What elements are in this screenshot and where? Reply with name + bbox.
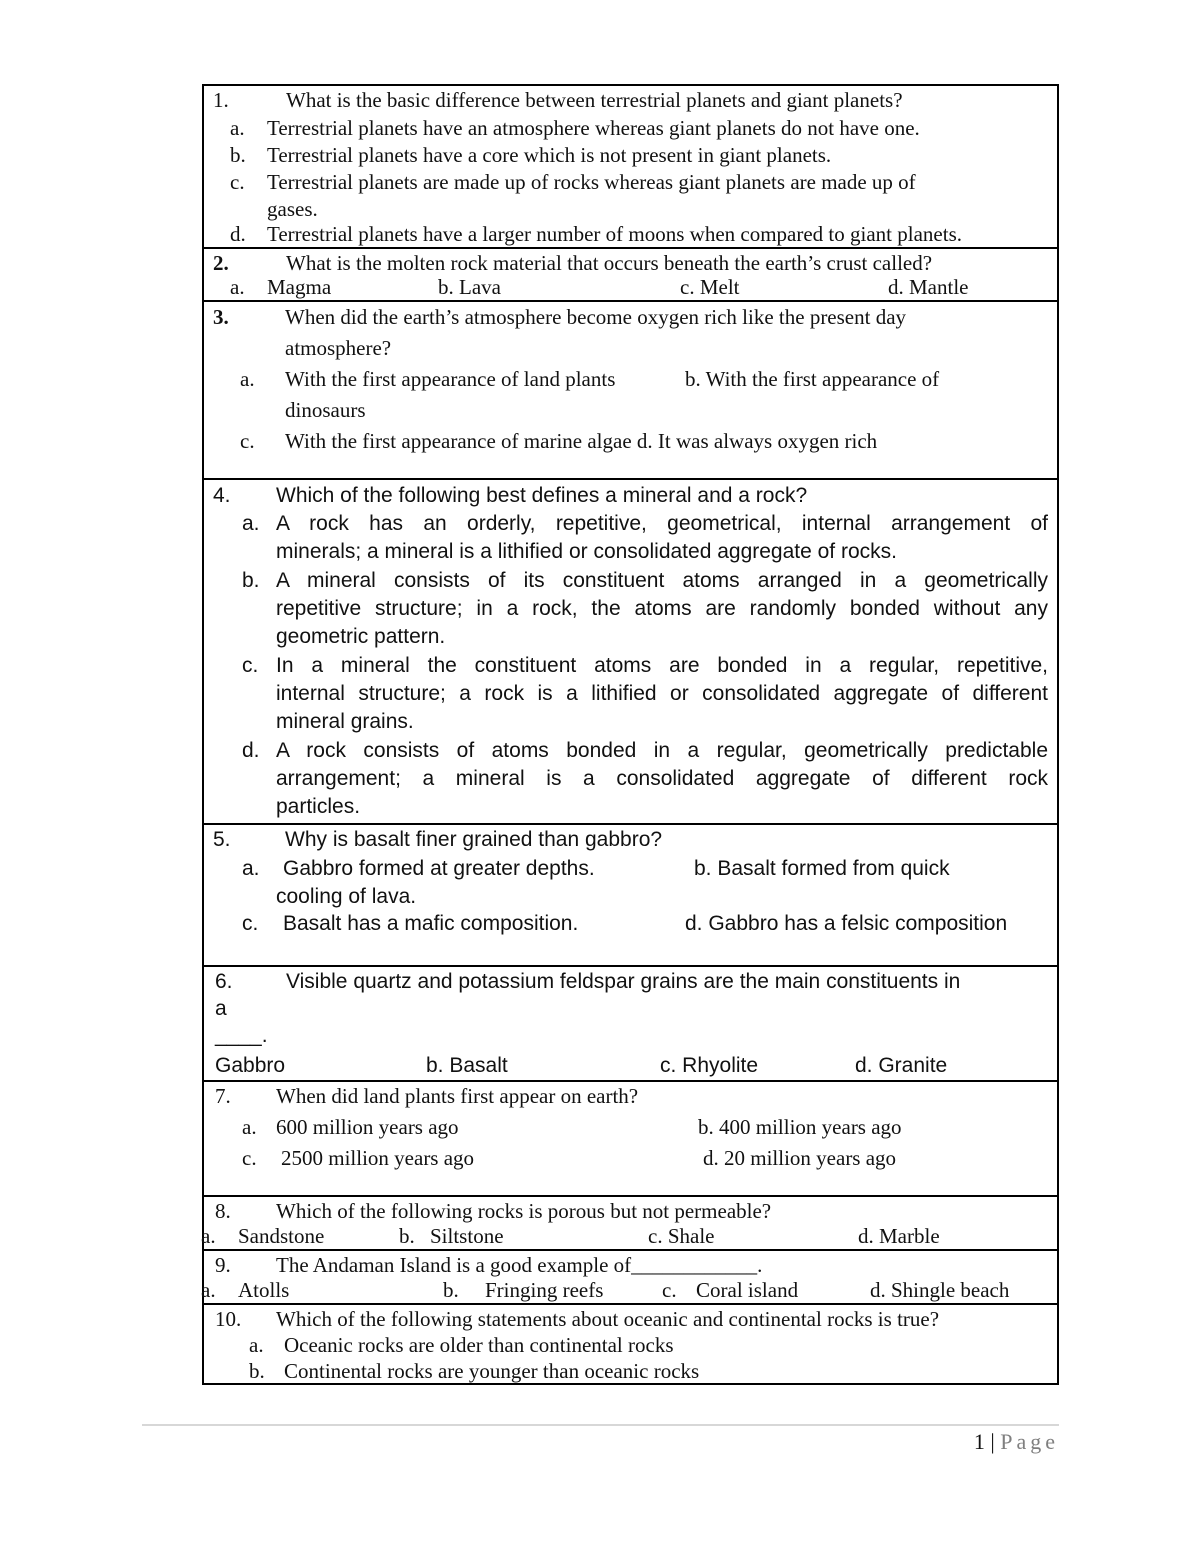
question-text: The Andaman Island is a good example of____________.: [276, 1253, 763, 1277]
option-text: Terrestrial planets are made up of rocks whereas giant planets are made up of: [267, 170, 916, 194]
option-letter: c.: [242, 654, 259, 677]
option-text: Terrestrial planets have a larger number of moons when compared to giant planets.: [267, 222, 962, 246]
page-label: Page: [1000, 1429, 1059, 1454]
option-text: Terrestrial planets have an atmosphere whereas giant planets do not have one.: [267, 116, 920, 140]
option-letter: b.: [399, 1224, 415, 1248]
option-text: b. 400 million years ago: [698, 1115, 902, 1139]
option-text: d. Shingle beach: [870, 1278, 1010, 1302]
option-text: b. Basalt formed from quick: [694, 857, 950, 880]
option-text: c. Melt: [680, 275, 740, 299]
question-number: 6.: [215, 970, 233, 993]
option-line: arrangement; a mineral is a consolidated aggregate of different rock: [276, 767, 1048, 790]
option-letter: a.: [230, 275, 245, 299]
option-text: d. Mantle: [888, 275, 969, 299]
question-text: Visible quartz and potassium feldspar grains are the main constituents in: [286, 970, 961, 993]
option-text: b. Lava: [438, 275, 501, 299]
option-letter: a.: [242, 1115, 257, 1139]
option-line: A mineral consists of its constituent atoms arranged in a geometrically: [276, 569, 1048, 592]
question-text: Which of the following rocks is porous but not permeable?: [276, 1199, 772, 1223]
question-text: When did the earth’s atmosphere become oxygen rich like the present day: [285, 305, 907, 329]
option-text: Atolls: [238, 1278, 290, 1302]
option-text: Continental rocks are younger than oceanic rocks: [284, 1359, 700, 1383]
option-letter: c.: [230, 170, 245, 194]
option-line: mineral grains.: [276, 710, 414, 733]
option-line: repetitive structure; in a rock, the atoms are randomly bonded without any: [276, 597, 1048, 620]
question-number: 8.: [215, 1199, 231, 1223]
option-line: A rock has an orderly, repetitive, geometrical, internal arrangement of: [276, 512, 1048, 535]
option-letter: d.: [242, 739, 260, 762]
question-number: 10.: [215, 1307, 242, 1331]
option-text: c. Shale: [648, 1224, 715, 1248]
option-letter: b.: [443, 1278, 459, 1302]
option-text: With the first appearance of marine algae d. It was always oxygen rich: [285, 429, 878, 453]
question-number: 1.: [213, 88, 229, 112]
option-text: Fringing reefs: [485, 1278, 604, 1302]
option-letter: b.: [249, 1359, 265, 1383]
question-number: 4.: [213, 484, 231, 507]
option-text: Gabbro formed at greater depths.: [283, 857, 595, 880]
option-text: d. Gabbro has a felsic composition: [685, 912, 1008, 935]
option-letter: b.: [230, 143, 246, 167]
option-text: With the first appearance of land plants: [285, 367, 616, 391]
option-text: c. Rhyolite: [660, 1054, 759, 1077]
option-letter: a.: [201, 1278, 216, 1302]
option-letter: a.: [242, 857, 260, 880]
option-text: 2500 million years ago: [281, 1146, 475, 1170]
question-number: 9.: [215, 1253, 231, 1277]
question-text: When did land plants first appear on earth?: [276, 1084, 639, 1108]
option-letter: a.: [240, 367, 255, 391]
option-letter: a.: [230, 116, 245, 140]
question-text: Which of the following statements about oceanic and continental rocks is true?: [276, 1307, 940, 1331]
option-text: b. With the first appearance of: [685, 367, 940, 391]
option-text: 600 million years ago: [276, 1115, 459, 1139]
option-letter: c.: [240, 429, 255, 453]
option-letter: c.: [662, 1278, 677, 1302]
page-number: 1: [973, 1429, 985, 1454]
question-text: What is the molten rock material that occurs beneath the earth’s crust called?: [286, 251, 933, 275]
option-text: d. Granite: [855, 1054, 948, 1077]
option-text: d. 20 million years ago: [703, 1146, 897, 1170]
question-text-continued: atmosphere?: [285, 336, 392, 360]
option-letter: b.: [242, 569, 260, 592]
footer-separator: |: [990, 1429, 995, 1454]
option-line: geometric pattern.: [276, 625, 446, 648]
question-number: 5.: [213, 828, 231, 851]
option-line: A rock consists of atoms bonded in a regular, geometrically predictable: [276, 739, 1048, 762]
question-number: 7.: [215, 1084, 231, 1108]
option-line: In a mineral the constituent atoms are bonded in a regular, repetitive,: [276, 654, 1048, 677]
option-text-continued: gases.: [267, 197, 318, 221]
question-number: 2.: [213, 251, 229, 275]
option-letter: a.: [242, 512, 260, 535]
option-text: Basalt has a mafic composition.: [283, 912, 579, 935]
option-text: d. Marble: [858, 1224, 940, 1248]
option-text: b. Basalt: [426, 1054, 508, 1077]
option-text: Sandstone: [238, 1224, 325, 1248]
footer-divider: [142, 1424, 1059, 1426]
option-text-continued: cooling of lava.: [276, 885, 417, 908]
option-letter: a.: [249, 1333, 264, 1357]
option-text-continued: dinosaurs: [285, 398, 366, 422]
page-footer: [974, 1431, 1059, 1453]
option-text: Magma: [267, 275, 332, 299]
option-line: internal structure; a rock is a lithified or consolidated aggregate of different: [276, 682, 1048, 705]
option-text: Siltstone: [430, 1224, 504, 1248]
answer-blank: ____.: [215, 1024, 268, 1047]
option-text: Oceanic rocks are older than continental rocks: [284, 1333, 674, 1357]
option-line: minerals; a mineral is a lithified or consolidated aggregate of rocks.: [276, 540, 897, 563]
question-number: 3.: [213, 305, 229, 329]
question-text: Which of the following best defines a mineral and a rock?: [276, 484, 808, 507]
option-line: particles.: [276, 795, 361, 818]
question-text-continued: a: [215, 997, 227, 1020]
option-text: Coral island: [696, 1278, 799, 1302]
option-text: Gabbro: [215, 1054, 286, 1077]
option-letter: c.: [242, 1146, 257, 1170]
option-letter: a.: [201, 1224, 216, 1248]
option-letter: d.: [230, 222, 246, 246]
question-text: What is the basic difference between terrestrial planets and giant planets?: [286, 88, 903, 112]
option-text: Terrestrial planets have a core which is not present in giant planets.: [267, 143, 832, 167]
question-text: Why is basalt finer grained than gabbro?: [285, 828, 663, 851]
option-letter: c.: [242, 912, 259, 935]
